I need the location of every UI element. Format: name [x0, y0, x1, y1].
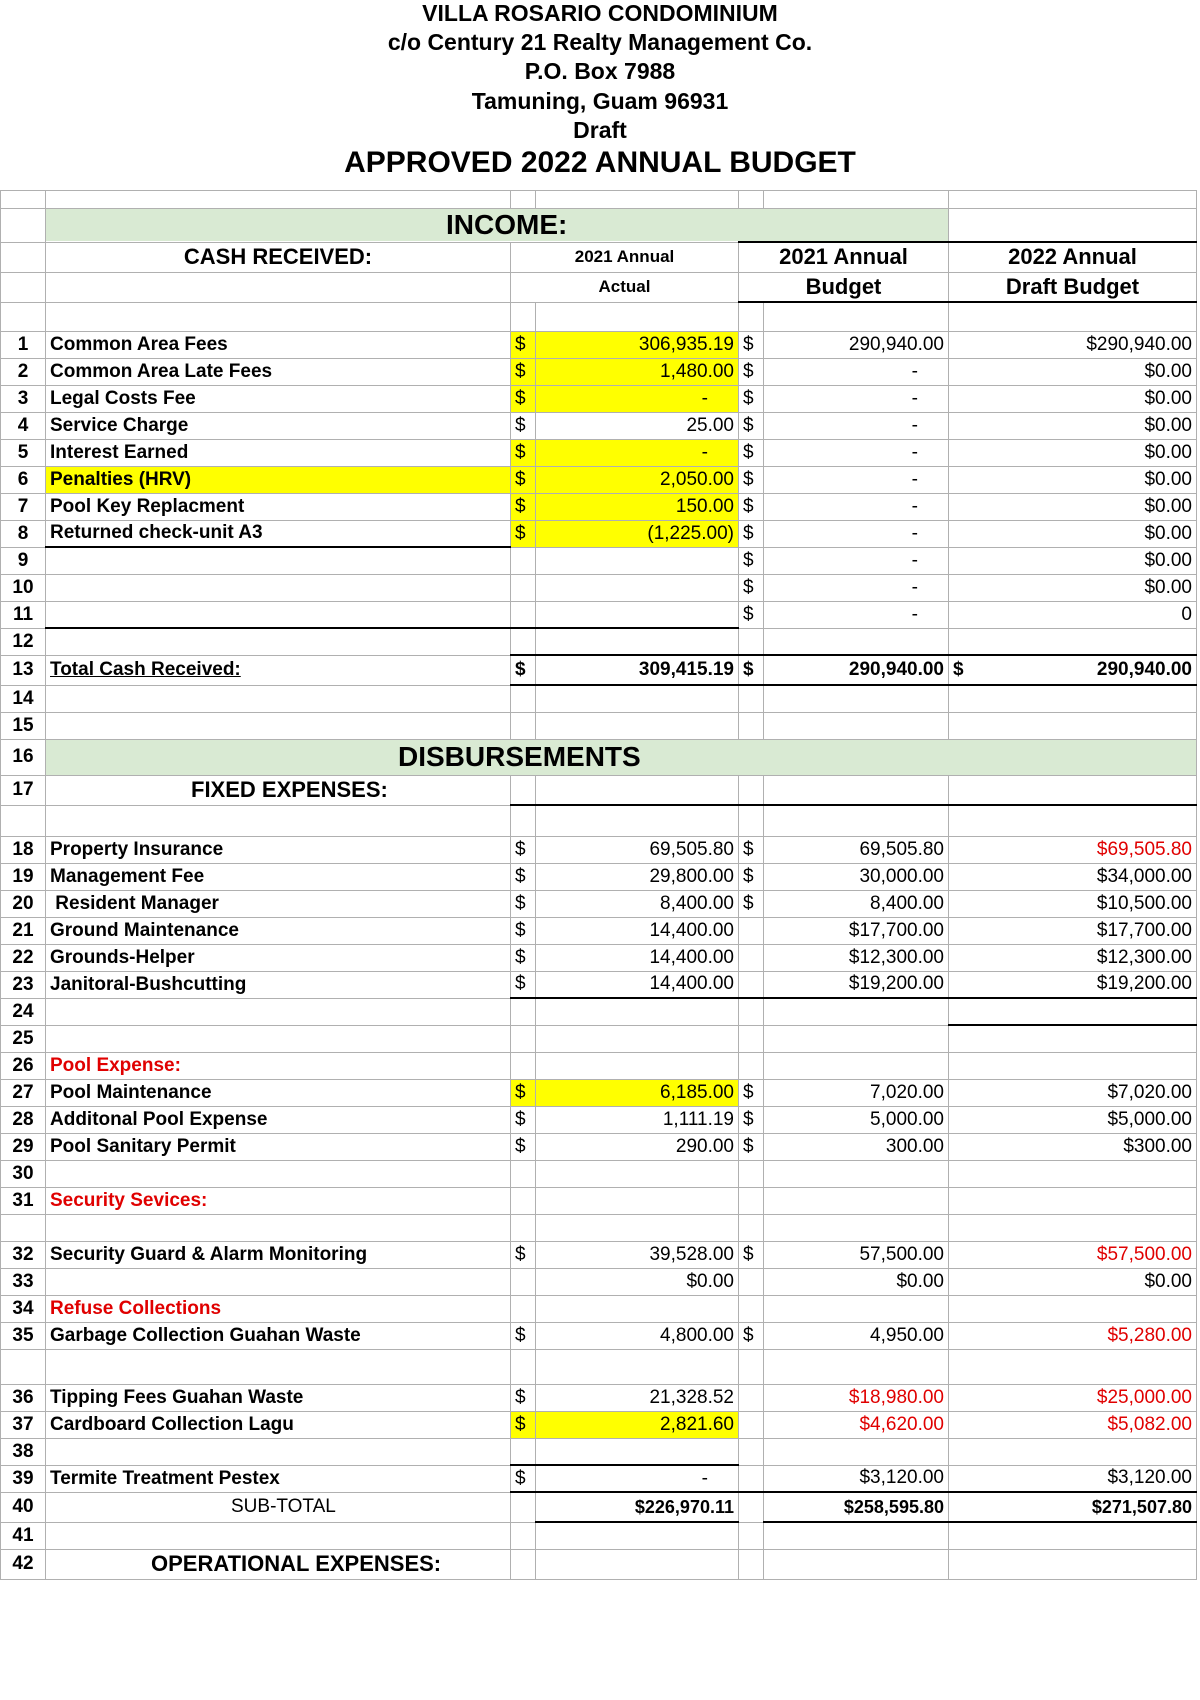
dollar-sign: $ [739, 1241, 764, 1268]
actual-value: 8,400.00 [536, 890, 739, 917]
row-number: 12 [1, 628, 46, 655]
expense-label: Grounds-Helper [46, 944, 511, 971]
row-number: 25 [1, 1025, 46, 1052]
dollar-sign: $ [511, 520, 536, 547]
income-band-row [1, 209, 1197, 243]
dollar-sign: $ [511, 1465, 536, 1492]
dollar-sign: $ [511, 863, 536, 890]
actual-value: 21,328.52 [536, 1384, 739, 1411]
draft-value: $0.00 [949, 547, 1197, 574]
expense-label: Management Fee [46, 863, 511, 890]
income-label: Legal Costs Fee [46, 385, 511, 412]
dollar-sign: $ [739, 385, 764, 412]
dollar-sign: $ [511, 493, 536, 520]
actual-value: 25.00 [536, 412, 739, 439]
expense-label: Janitoral-Bushcutting [46, 971, 511, 998]
column-header-row [1, 272, 1197, 302]
row-number: 2 [1, 358, 46, 385]
draft-value: $0.00 [949, 439, 1197, 466]
expense-label: Garbage Collection Guahan Waste [46, 1322, 511, 1349]
row-number: 37 [1, 1411, 46, 1438]
expense-label: Ground Maintenance [46, 917, 511, 944]
total-cash-row [1, 655, 1197, 685]
actual-value: 150.00 [536, 493, 739, 520]
budget-value: - [764, 520, 949, 547]
col-budget-label: Budget [739, 272, 949, 302]
row-number: 22 [1, 944, 46, 971]
budget-value: 57,500.00 [764, 1241, 949, 1268]
row-number: 30 [1, 1160, 46, 1187]
dollar-sign: $ [739, 1322, 764, 1349]
expense-row [1, 1079, 1197, 1106]
actual-value: 6,185.00 [536, 1079, 739, 1106]
po-box-line: P.O. Box 7988 [524, 58, 676, 84]
total-cash-label: Total Cash Received: [46, 655, 511, 685]
budget-value: $3,120.00 [764, 1465, 949, 1492]
row-number: 34 [1, 1295, 46, 1322]
row-number: 27 [1, 1079, 46, 1106]
row-number: 15 [1, 712, 46, 739]
dollar-sign: $ [739, 574, 764, 601]
expense-label: Tipping Fees Guahan Waste [46, 1384, 511, 1411]
dollar-sign: $ [511, 1411, 536, 1438]
budget-value: $12,300.00 [764, 944, 949, 971]
actual-value: - [536, 1465, 739, 1492]
budget-value: - [764, 412, 949, 439]
disbursements-band-row [1, 739, 1197, 775]
dollar-sign: $ [511, 385, 536, 412]
actual-value: 14,400.00 [536, 971, 739, 998]
subtotal-draft: $271,507.80 [949, 1492, 1197, 1522]
row-number: 41 [1, 1522, 46, 1549]
row-number: 17 [1, 775, 46, 805]
expense-label: Pool Sanitary Permit [46, 1133, 511, 1160]
actual-value: - [536, 385, 739, 412]
expense-row [1, 917, 1197, 944]
draft-value: $0.00 [949, 385, 1197, 412]
draft-label: Draft [573, 117, 627, 143]
sheet-row [1, 1160, 1197, 1187]
dollar-sign: $ [739, 655, 764, 685]
budget-value: $19,200.00 [764, 971, 949, 998]
expense-row [1, 971, 1197, 998]
income-row [1, 547, 1197, 574]
condo-name: VILLA ROSARIO CONDOMINIUM [422, 0, 778, 26]
income-row [1, 439, 1197, 466]
dollar-sign: $ [739, 439, 764, 466]
budget-value: $17,700.00 [764, 917, 949, 944]
draft-value: $300.00 [949, 1133, 1197, 1160]
income-row [1, 493, 1197, 520]
dollar-sign: $ [739, 358, 764, 385]
actual-value: 1,480.00 [536, 358, 739, 385]
city-line: Tamuning, Guam 96931 [471, 88, 729, 114]
care-of-line: c/o Century 21 Realty Management Co. [387, 29, 813, 55]
actual-value: 4,800.00 [536, 1322, 739, 1349]
sheet-row [1, 1214, 1197, 1241]
expense-label: Termite Treatment Pestex [46, 1465, 511, 1492]
expense-label: Resident Manager [46, 890, 511, 917]
actual-value: (1,225.00) [536, 520, 739, 547]
dollar-sign: $ [953, 659, 964, 680]
row-number: 39 [1, 1465, 46, 1492]
row-number: 28 [1, 1106, 46, 1133]
budget-value: 69,505.80 [764, 836, 949, 863]
total-budget: 290,940.00 [764, 655, 949, 685]
draft-value: $7,020.00 [949, 1079, 1197, 1106]
income-row [1, 331, 1197, 358]
total-actual: 309,415.19 [536, 655, 739, 685]
budget-value: - [764, 385, 949, 412]
draft-value: $19,200.00 [949, 971, 1197, 998]
dollar-sign: $ [739, 412, 764, 439]
dollar-sign: $ [511, 890, 536, 917]
actual-value: $0.00 [536, 1268, 739, 1295]
expense-row [1, 1133, 1197, 1160]
dollar-sign: $ [739, 1133, 764, 1160]
sheet-row [1, 998, 1197, 1025]
disbursements-section-label: DISBURSEMENTS [398, 741, 641, 772]
income-row [1, 385, 1197, 412]
row-number: 6 [1, 466, 46, 493]
row-number: 26 [1, 1052, 46, 1079]
income-label: Returned check-unit A3 [46, 520, 511, 547]
budget-value: - [764, 601, 949, 628]
row-number: 32 [1, 1241, 46, 1268]
dollar-sign: $ [739, 863, 764, 890]
dollar-sign: $ [739, 601, 764, 628]
income-row [1, 601, 1197, 628]
draft-value: $25,000.00 [949, 1384, 1197, 1411]
income-row [1, 520, 1197, 547]
dollar-sign: $ [739, 520, 764, 547]
dollar-sign: $ [511, 917, 536, 944]
expense-label: Pool Maintenance [46, 1079, 511, 1106]
budget-value: - [764, 547, 949, 574]
sheet-row [1, 1025, 1197, 1052]
draft-value: $5,082.00 [949, 1411, 1197, 1438]
actual-value: 39,528.00 [536, 1241, 739, 1268]
budget-value: - [764, 574, 949, 601]
col-draft-label: Draft Budget [949, 272, 1197, 302]
category-label: Refuse Collections [46, 1295, 511, 1322]
col-draft-year: 2022 Annual [949, 242, 1197, 272]
col-actual-label: Actual [511, 272, 739, 302]
dollar-sign: $ [511, 1241, 536, 1268]
subtotal-label: SUB-TOTAL [46, 1492, 511, 1522]
actual-value: 2,050.00 [536, 466, 739, 493]
expense-label: Additonal Pool Expense [46, 1106, 511, 1133]
income-label: Common Area Late Fees [46, 358, 511, 385]
dollar-sign: $ [739, 493, 764, 520]
expense-row [1, 1411, 1197, 1438]
actual-value: 2,821.60 [536, 1411, 739, 1438]
row-number: 13 [1, 655, 46, 685]
draft-value: $0.00 [949, 358, 1197, 385]
sheet-row [1, 191, 1197, 209]
draft-value: $290,940.00 [949, 331, 1197, 358]
category-row [1, 1052, 1197, 1079]
budget-value: 30,000.00 [764, 863, 949, 890]
sheet-row [1, 712, 1197, 739]
draft-value: $3,120.00 [949, 1465, 1197, 1492]
budget-value: - [764, 493, 949, 520]
row-number: 10 [1, 574, 46, 601]
subtotal-actual: $226,970.11 [536, 1492, 739, 1522]
row-number: 1 [1, 331, 46, 358]
draft-value: $17,700.00 [949, 917, 1197, 944]
dollar-sign: $ [511, 1133, 536, 1160]
expense-row [1, 1384, 1197, 1411]
dollar-sign: $ [739, 1106, 764, 1133]
income-row [1, 574, 1197, 601]
column-header-row [1, 242, 1197, 272]
sheet-row [1, 1349, 1197, 1384]
dollar-sign: $ [511, 944, 536, 971]
operational-expenses-label: OPERATIONAL EXPENSES: [46, 1549, 511, 1579]
budget-value: $4,620.00 [764, 1411, 949, 1438]
dollar-sign: $ [511, 836, 536, 863]
sheet-row [1, 1438, 1197, 1465]
draft-value: $34,000.00 [949, 863, 1197, 890]
row-number: 35 [1, 1322, 46, 1349]
dollar-sign: $ [739, 547, 764, 574]
income-label: Interest Earned [46, 439, 511, 466]
dollar-sign: $ [511, 1322, 536, 1349]
sheet-row [1, 805, 1197, 836]
actual-value: 290.00 [536, 1133, 739, 1160]
subtotal-budget: $258,595.80 [764, 1492, 949, 1522]
row-number: 42 [1, 1549, 46, 1579]
row-number: 18 [1, 836, 46, 863]
col-budget-year: 2021 Annual [739, 242, 949, 272]
dollar-sign: $ [511, 971, 536, 998]
dollar-sign: $ [511, 1384, 536, 1411]
operational-expenses-row [1, 1549, 1197, 1579]
fixed-expenses-label: FIXED EXPENSES: [46, 775, 511, 805]
dollar-sign: $ [511, 655, 536, 685]
actual-value: 69,505.80 [536, 836, 739, 863]
sheet-row [1, 685, 1197, 712]
row-number: 38 [1, 1438, 46, 1465]
subtotal-row [1, 1492, 1197, 1522]
dollar-sign: $ [739, 1079, 764, 1106]
expense-label: Cardboard Collection Lagu [46, 1411, 511, 1438]
income-label: Service Charge [46, 412, 511, 439]
actual-value: 306,935.19 [536, 331, 739, 358]
row-number: 9 [1, 547, 46, 574]
row-number: 29 [1, 1133, 46, 1160]
category-label: Pool Expense: [46, 1052, 511, 1079]
income-label: Penalties (HRV) [46, 466, 511, 493]
row-number: 23 [1, 971, 46, 998]
fixed-expenses-row [1, 775, 1197, 805]
income-section-label: INCOME: [446, 209, 568, 240]
expense-row [1, 1322, 1197, 1349]
row-number: 33 [1, 1268, 46, 1295]
row-number: 3 [1, 385, 46, 412]
total-draft: 290,940.00 [1096, 659, 1192, 680]
draft-value: $10,500.00 [949, 890, 1197, 917]
budget-title: APPROVED 2022 ANNUAL BUDGET [344, 146, 856, 179]
draft-value: $69,505.80 [949, 836, 1197, 863]
budget-value: - [764, 466, 949, 493]
income-row [1, 466, 1197, 493]
expense-label: Property Insurance [46, 836, 511, 863]
actual-value: 14,400.00 [536, 944, 739, 971]
budget-value: 5,000.00 [764, 1106, 949, 1133]
draft-value: $5,280.00 [949, 1322, 1197, 1349]
row-number: 40 [1, 1492, 46, 1522]
actual-value: 29,800.00 [536, 863, 739, 890]
draft-value: $0.00 [949, 520, 1197, 547]
budget-sheet [0, 190, 1197, 1580]
budget-value: 300.00 [764, 1133, 949, 1160]
draft-value: $0.00 [949, 466, 1197, 493]
expense-row [1, 1106, 1197, 1133]
expense-row [1, 1268, 1197, 1295]
category-row [1, 1187, 1197, 1214]
budget-value: 8,400.00 [764, 890, 949, 917]
dollar-sign: $ [739, 466, 764, 493]
row-number: 19 [1, 863, 46, 890]
draft-value: $0.00 [949, 574, 1197, 601]
income-row [1, 412, 1197, 439]
cash-received-label: CASH RECEIVED: [46, 242, 511, 272]
expense-row [1, 836, 1197, 863]
category-row [1, 1295, 1197, 1322]
row-number: 4 [1, 412, 46, 439]
budget-value: $18,980.00 [764, 1384, 949, 1411]
row-number: 14 [1, 685, 46, 712]
budget-value: - [764, 358, 949, 385]
row-number: 20 [1, 890, 46, 917]
income-label: Pool Key Replacment [46, 493, 511, 520]
col-actual-year: 2021 Annual [511, 242, 739, 272]
row-number: 11 [1, 601, 46, 628]
draft-value: $0.00 [949, 1268, 1197, 1295]
income-row [1, 358, 1197, 385]
expense-row [1, 863, 1197, 890]
dollar-sign: $ [739, 836, 764, 863]
draft-value: $0.00 [949, 493, 1197, 520]
category-label: Security Sevices: [46, 1187, 511, 1214]
row-number: 21 [1, 917, 46, 944]
dollar-sign: $ [511, 1106, 536, 1133]
budget-value: 4,950.00 [764, 1322, 949, 1349]
expense-label: Security Guard & Alarm Monitoring [46, 1241, 511, 1268]
expense-row [1, 1465, 1197, 1492]
actual-value: 14,400.00 [536, 917, 739, 944]
actual-value: - [536, 439, 739, 466]
row-number: 7 [1, 493, 46, 520]
dollar-sign: $ [739, 331, 764, 358]
row-number: 8 [1, 520, 46, 547]
sheet-row [1, 628, 1197, 655]
income-label: Common Area Fees [46, 331, 511, 358]
row-number: 24 [1, 998, 46, 1025]
draft-value: $57,500.00 [949, 1241, 1197, 1268]
actual-value: 1,111.19 [536, 1106, 739, 1133]
budget-value: - [764, 439, 949, 466]
sheet-row [1, 302, 1197, 331]
dollar-sign: $ [511, 439, 536, 466]
draft-value: $5,000.00 [949, 1106, 1197, 1133]
dollar-sign: $ [511, 466, 536, 493]
budget-value: 7,020.00 [764, 1079, 949, 1106]
dollar-sign: $ [511, 331, 536, 358]
expense-row [1, 1241, 1197, 1268]
row-number: 31 [1, 1187, 46, 1214]
sheet-row [1, 1522, 1197, 1549]
dollar-sign: $ [739, 890, 764, 917]
budget-value: 290,940.00 [764, 331, 949, 358]
expense-row [1, 944, 1197, 971]
row-number: 36 [1, 1384, 46, 1411]
row-number: 16 [1, 739, 46, 775]
dollar-sign: $ [511, 412, 536, 439]
draft-value: 0 [949, 601, 1197, 628]
draft-value: $0.00 [949, 412, 1197, 439]
row-number: 5 [1, 439, 46, 466]
expense-row [1, 890, 1197, 917]
budget-value: $0.00 [764, 1268, 949, 1295]
dollar-sign: $ [511, 1079, 536, 1106]
draft-value: $12,300.00 [949, 944, 1197, 971]
dollar-sign: $ [511, 358, 536, 385]
